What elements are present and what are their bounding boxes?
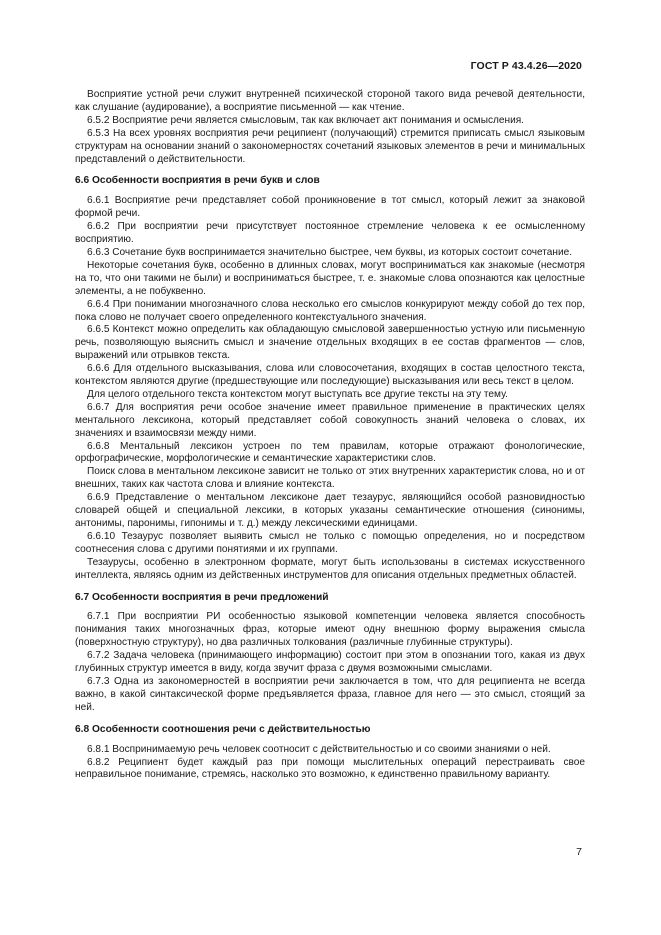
paragraph: 6.6.5 Контекст можно определить как обладающую смысловой завершенностью устную или письменную речь, позволяющую выяснить смысл и значение отдельных входящих в ее состав фрагментов — слов, выражений или отрывков текста. — [75, 324, 585, 362]
paragraph: Восприятие устной речи служит внутренней психической стороной такого вида речевой деятельности, как слушание (аудирование), а восприятие письменной — как чтение. — [75, 89, 585, 113]
paragraph: Поиск слова в ментальном лексиконе зависит не только от этих внутренних характеристик слова, но и от внешних, таких как частота слова и влияние контекста. — [75, 466, 585, 491]
paragraph: 6.6.2 При восприятии речи присутствует постоянное стремление человека к ее осмысленному восприятию. — [75, 221, 585, 246]
paragraph: 6.6.3 Сочетание букв воспринимается значительно быстрее, чем буквы, из которых состоит сочетание. — [87, 246, 573, 258]
page-number: 7 — [576, 846, 582, 858]
section-heading: 6.7 Особенности восприятия в речи предложений — [75, 591, 329, 603]
paragraph: 6.7.1 При восприятии РИ особенностью языковой компетенции человека является способность понимания таких многозначных фраз, которые имеют одну внешнюю форму выражения смысла (поверхностную структуру), но два различных толкования (различные глубинные структуры). — [75, 611, 585, 649]
paragraph: 6.6.9 Представление о ментальном лексиконе дает тезаурус, являющийся особой разновидностью словарей общей и специальной лексики, в которых указаны семантические отношения (синонимы, антонимы, паронимы, гипонимы и т. д.) между лексическими единицами. — [75, 492, 585, 529]
paragraph: 6.5.3 На всех уровнях восприятия речи реципиент (получающий) стремится приписать смысл языковым структурам на основании знаний о закономерностях сочетаний языковых элементов в речи и минимальных представлений о действительности. — [75, 127, 585, 165]
paragraph: 6.6.6 Для отдельного высказывания, слова или словосочетания, входящих в состав целостного текста, контекстом являются другие (предшествующие или последующие) высказывания или весь текст в целом. — [75, 363, 585, 388]
paragraph: 6.6.10 Тезаурус позволяет выявить смысл не только с помощью определения, но и посредством соотнесения слова с другими понятиями и их группами. — [75, 530, 585, 555]
paragraph: 6.6.8 Ментальный лексикон устроен по тем правилам, которые отражают фонологические, орфографические, морфологические и семантические характеристики слов. — [75, 440, 585, 465]
document-body — [75, 89, 585, 782]
paragraph: 6.6.7 Для восприятия речи особое значение имеет правильное применение в практических целях ментального лексикона, который представляет собой совокупность знаний человека о словах, их значениях и взаимосвязи между ними. — [75, 401, 585, 439]
paragraph: 6.7.3 Одна из закономерностей в восприятии речи заключается в том, что для реципиента не всегда важно, в какой синтаксической форме предъявляется фраза, главное для него — это смысл, стоящий за ней. — [75, 675, 585, 713]
paragraph: 6.5.2 Восприятие речи является смысловым, так как включает акт понимания и осмысления. — [87, 114, 524, 126]
paragraph: Для целого отдельного текста контекстом могут выступать все другие тексты на эту тему. — [87, 388, 508, 400]
paragraph: 6.7.2 Задача человека (принимающего информацию) состоит при этом в опознании того, какая из двух глубинных структур имеется в виду, когда звучит фраза с двумя возможными смыслами. — [75, 650, 585, 675]
paragraph: Некоторые сочетания букв, особенно в длинных словах, могут восприниматься как знакомые (несмотря на то, что они такими не были) и восприниматься быстрее, т. е. знакомые слова опознаются как целостные элементы, а не побуквенно. — [75, 259, 585, 297]
paragraph: 6.6.1 Восприятие речи представляет собой проникновение в тот смысл, который лежит за знаковой формой речи. — [75, 195, 585, 220]
paragraph: 6.8.2 Реципиент будет каждый раз при помощи мыслительных операций перестраивать свое неправильное понимание, стремясь, насколько это возможно, к единственно правильному варианту. — [75, 756, 585, 781]
paragraph: 6.8.1 Воспринимаемую речь человек соотносит с действительностью и со своими знаниями о ней. — [87, 743, 551, 755]
section-heading: 6.8 Особенности соотношения речи с действительностью — [75, 723, 371, 735]
section-heading: 6.6 Особенности восприятия в речи букв и слов — [75, 175, 320, 187]
paragraph: Тезаурусы, особенно в электронном формате, могут быть использованы в системах искусственного интеллекта, являясь одним из действенных инструментов для описания отдельных предметных областей. — [75, 556, 585, 581]
paragraph: 6.6.4 При понимании многозначного слова несколько его смыслов конкурируют между собой до тех пор, пока слово не получает своего определенного контекстуального значения. — [75, 298, 585, 323]
standard-header: ГОСТ Р 43.4.26—2020 — [470, 60, 582, 72]
